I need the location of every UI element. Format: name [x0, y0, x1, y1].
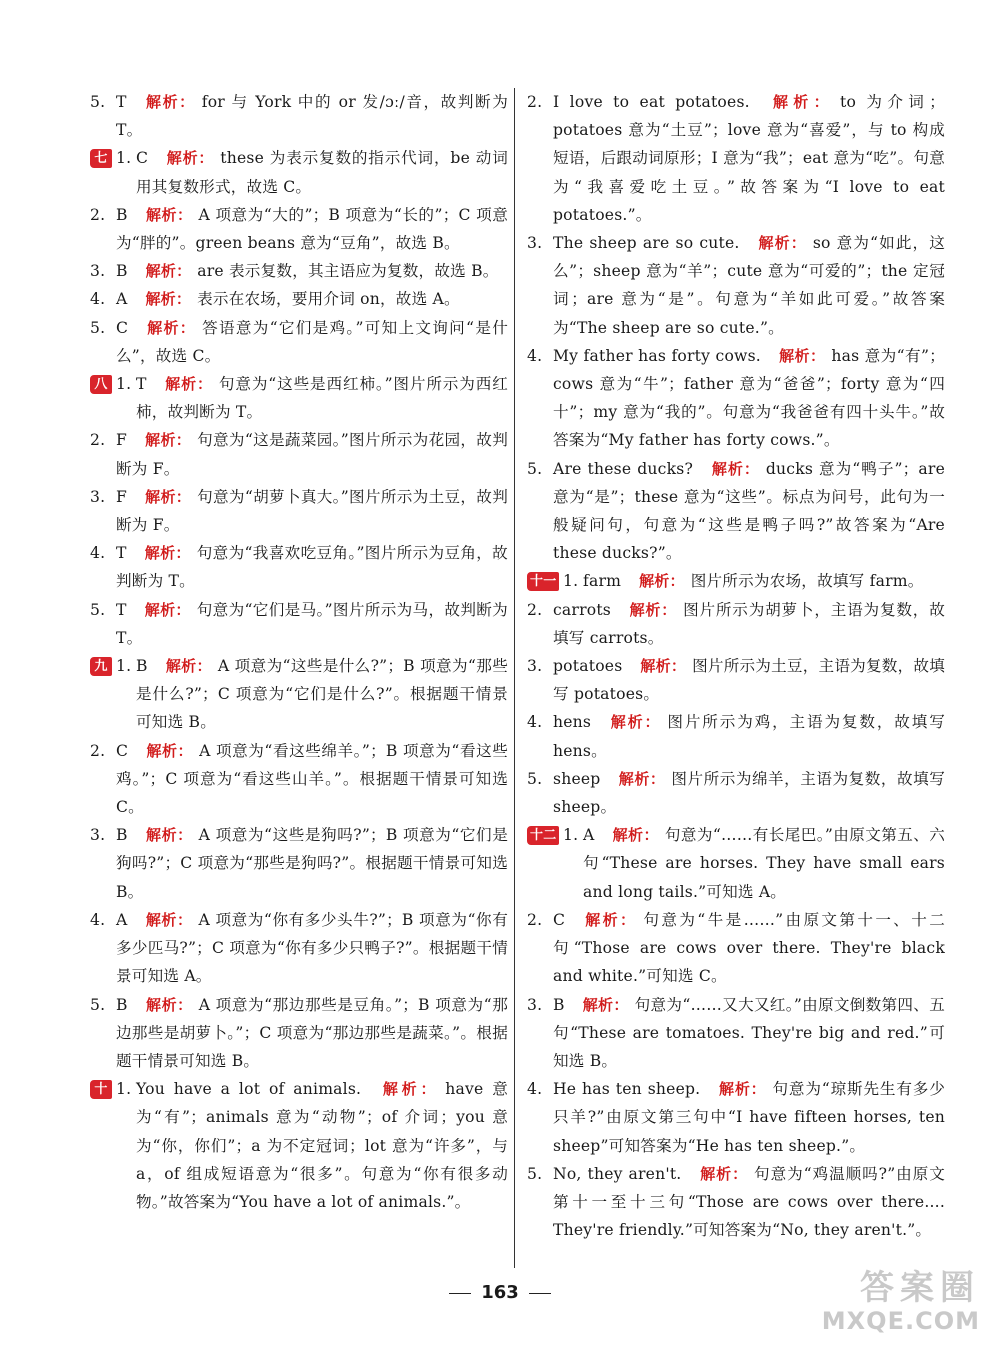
analysis-label: 解析： [582, 995, 629, 1014]
analysis-text: 句意为“……又大又红。”由原文倒数第四、五句“These are tomatoes. They're big and red.”可知选 B。 [553, 995, 945, 1070]
item-number: 2. [527, 93, 543, 111]
item-number: 2. [90, 741, 106, 760]
item-number: 4. [527, 1080, 543, 1099]
answer-item [527, 1075, 945, 1160]
analysis-text: A 项意为“大的”；B 项意为“长的”；C 项意为“胖的”。green beans 意为“豆角”，故选 B。 [116, 205, 508, 253]
item-number: 3. [90, 487, 106, 506]
answer-item [90, 370, 508, 426]
item-number: 5. [527, 1164, 543, 1183]
analysis-label: 解析： [145, 205, 193, 224]
answer-item [90, 821, 508, 906]
item-number: 5. [90, 318, 106, 337]
answer-text: C [553, 910, 566, 929]
analysis-text: 表示在农场，要用介词 on，故选 A。 [197, 290, 460, 309]
analysis-label: 解析： [145, 290, 192, 309]
analysis-text: A 项意为“那边那些是豆角。”；B 项意为“那边那些是胡萝卜。”；C 项意为“那边那些是蔬菜。”。根据题干情景可知选 B。 [116, 995, 508, 1070]
answer-text: B [116, 995, 128, 1014]
answer-text: sheep [553, 769, 601, 788]
answer-item [90, 991, 508, 1076]
answer-text: T [116, 600, 127, 619]
analysis-label: 解析： [711, 459, 760, 478]
analysis-label: 解析： [609, 713, 662, 732]
answer-text: hens [553, 713, 592, 732]
answer-item [90, 88, 508, 144]
answer-item [90, 314, 508, 370]
answer-text: Are these ducks? [553, 459, 694, 478]
analysis-label: 解析： [144, 600, 191, 619]
section-badge: 十 [90, 1080, 112, 1099]
analysis-text: A 项意为“这些是狗吗?”；B 项意为“它们是狗吗?”；C 项意为“那些是狗吗?”。根据题干情景可知选 B。 [116, 826, 508, 901]
analysis-label: 解析： [757, 234, 807, 253]
answer-item [527, 1160, 945, 1245]
answer-text: T [136, 375, 147, 394]
answer-item [90, 596, 508, 652]
analysis-text: 图片所示为胡萝卜，主语为复数，故填写 carrots。 [553, 600, 945, 647]
analysis-label: 解析： [146, 318, 197, 337]
answer-item [527, 455, 945, 568]
analysis-label: 解析： [612, 826, 659, 845]
answer-text: B [553, 995, 565, 1014]
watermark-logo-text: 答案圈 [860, 1268, 980, 1308]
answer-text: B [116, 826, 128, 845]
answer-item [90, 483, 508, 539]
analysis-text: are 表示复数，其主语应为复数，故选 B。 [197, 262, 499, 281]
answer-item [90, 144, 508, 200]
item-number: 3. [527, 657, 543, 676]
analysis-text: 句意为“这些是西红柿。”图片所示为西红柿，故判断为 T。 [136, 375, 508, 422]
answer-text: carrots [553, 600, 611, 619]
answer-item [527, 88, 945, 229]
analysis-text: A 项意为“你有多少头牛?”；B 项意为“你有多少匹马?”；C 项意为“你有多少只鸭子?”。根据题干情景可知选 A。 [116, 910, 508, 986]
answer-item [90, 737, 508, 822]
analysis-text: 句意为“我喜欢吃豆角。”图片所示为豆角，故判断为 T。 [116, 544, 508, 591]
section-badge: 九 [90, 657, 112, 676]
answer-text: He has ten sheep. [553, 1080, 701, 1099]
analysis-label: 解析： [583, 910, 638, 929]
answer-text: F [116, 487, 128, 506]
analysis-label: 解析： [145, 262, 192, 281]
answer-item [90, 285, 508, 313]
item-number: 3. [527, 234, 543, 253]
analysis-text: A 项意为“这些是什么?”；B 项意为“那些是什么?”；C 项意为“它们是什么?”。根据题干情景可知选 B。 [136, 657, 509, 732]
answer-text: A [583, 826, 595, 845]
analysis-text: 图片所示为鸡，主语为复数，故填写 hens。 [553, 713, 945, 760]
answer-text: C [136, 149, 149, 168]
analysis-text: 句意为“胡萝卜真大。”图片所示为土豆，故判断为 F。 [116, 487, 508, 535]
right-column [527, 88, 945, 1244]
analysis-label: 解析： [145, 487, 192, 506]
analysis-text: 句意为“这是蔬菜园。”图片所示为花园，故判断为 F。 [116, 431, 508, 478]
item-number: 1. [116, 149, 132, 168]
analysis-text: so 意为“如此，这么”；sheep 意为“羊”；cute 意为“可爱的”；the 定冠词；are 意为“是”。句意为“羊如此可爱。”故答案为“The sheep are so cute.”。 [553, 234, 946, 337]
section-badge: 十一 [527, 572, 559, 591]
answer-text: B [136, 657, 148, 676]
answer-item [527, 906, 945, 991]
item-number: 4. [527, 346, 543, 365]
item-number: 5. [90, 995, 106, 1014]
answer-text: potatoes [553, 657, 623, 676]
analysis-text: these 为表示复数的指示代词，be 动词用其复数形式，故选 C。 [136, 149, 508, 196]
analysis-text: A 项意为“看这些绵羊。”；B 项意为“看这些鸡。”；C 项意为“看这些山羊。”。根据题干情景可知选 C。 [116, 741, 508, 817]
answer-item [90, 539, 508, 595]
answer-item [527, 652, 945, 708]
analysis-label: 解析： [778, 346, 826, 365]
answer-text: F [116, 431, 128, 450]
column-divider [514, 88, 515, 1268]
answer-text: C [116, 741, 129, 760]
analysis-label: 解析： [145, 910, 193, 929]
page-number-text: 163 [481, 1282, 519, 1303]
analysis-text: 句意为“鸡温顺吗?”由原文第十一至十三句“Those are cows over there.... They're friendly.”可知答案为“No, they aren't.”。 [553, 1164, 946, 1240]
answer-item [527, 342, 945, 455]
answer-text: B [116, 205, 128, 224]
analysis-label: 解析： [145, 995, 193, 1014]
answer-text: A [116, 290, 128, 309]
analysis-text: 句意为“它们是马。”图片所示为马，故判断为 T。 [116, 600, 508, 647]
answer-item [527, 229, 945, 342]
answer-text: My father has forty cows. [553, 346, 761, 365]
item-number: 2. [527, 600, 543, 619]
answer-item [527, 991, 945, 1076]
analysis-text: 图片所示为土豆，主语为复数，故填写 potatoes。 [553, 657, 945, 704]
item-number: 3. [90, 826, 106, 845]
answer-text: farm [583, 572, 622, 591]
analysis-text: 图片所示为绵羊，主语为复数，故填写 sheep。 [553, 769, 945, 817]
item-number: 5. [90, 600, 106, 619]
item-number: 1. [116, 1080, 132, 1099]
answer-item [90, 652, 508, 737]
analysis-label: 解析： [144, 93, 196, 111]
item-number: 4. [90, 910, 106, 929]
analysis-text: have 意为“有”；animals 意为“动物”；of 介词；you 意为“你，你们”；a 为不定冠词；lot 意为“许多”，与 a，of 组成短语意为“很多”。句意为“你有很多动物。”故答案为“You have a lot of animals.”。 [136, 1080, 508, 1211]
analysis-label: 解析： [379, 1080, 440, 1099]
answer-item [90, 426, 508, 482]
analysis-text: ducks 意为“鸭子”；are 意为“是”；these 意为“这些”。标点为问号，此句为一般疑问句，句意为“这些是鸭子吗?”故答案为“Are these ducks?”。 [553, 459, 945, 563]
answer-item [527, 567, 945, 595]
item-number: 1. [563, 572, 579, 591]
item-number: 1. [116, 375, 132, 394]
item-number: 5. [527, 459, 543, 478]
left-column [90, 88, 508, 1216]
item-number: 2. [90, 205, 106, 224]
item-number: 4. [527, 713, 543, 732]
answer-item [90, 201, 508, 257]
item-number: 2. [527, 910, 543, 929]
analysis-label: 解析： [165, 657, 212, 676]
answer-text: T [116, 544, 127, 563]
analysis-label: 解析： [767, 93, 835, 111]
watermark-url: MXQE.COM [821, 1307, 980, 1335]
answer-text: B [116, 262, 128, 281]
analysis-text: 句意为“琼斯先生有多少只羊?”由原文第三句中“I have fifteen horses, ten sheep”可知答案为“He has ten sheep.”。 [553, 1080, 945, 1155]
answer-item [527, 821, 945, 906]
analysis-text: 答语意为“它们是鸡。”可知上文询问“是什么”，故选 C。 [116, 318, 508, 365]
item-number: 4. [90, 290, 106, 309]
answer-item [527, 596, 945, 652]
analysis-label: 解析： [618, 769, 666, 788]
item-number: 5. [527, 769, 543, 788]
item-number: 5. [90, 93, 106, 111]
analysis-label: 解析： [144, 544, 191, 563]
answer-item [90, 1075, 508, 1216]
answer-text: C [116, 318, 129, 337]
page-dash-right [529, 1293, 551, 1294]
answer-text: T [116, 93, 127, 111]
analysis-text: 句意为“牛是……”由原文第十一、十二句“Those are cows over there. They're black and white.”可知选 C。 [553, 910, 945, 986]
analysis-text: to 为介词；potatoes 意为“土豆”；love 意为“喜爱”，与 to 构成短语，后跟动词原形；I 意为“我”；eat 意为“吃”。句意为“我喜爱吃土豆。”故答案为“I love to eat potatoes.”。 [553, 93, 945, 224]
analysis-label: 解析： [145, 826, 193, 845]
analysis-label: 解析： [639, 572, 685, 591]
analysis-text: 句意为“……有长尾巴。”由原文第五、六句“These are horses. They have small ears and long tails.”可知选 A。 [583, 826, 945, 901]
analysis-text: for 与 York 中的 or 发/ɔː/音，故判断为 T。 [116, 93, 508, 140]
answer-item [527, 708, 945, 764]
item-number: 2. [90, 431, 106, 450]
analysis-label: 解析： [718, 1080, 767, 1099]
analysis-label: 解析： [146, 741, 194, 760]
analysis-label: 解析： [640, 657, 687, 676]
answer-text: The sheep are so cute. [553, 234, 740, 253]
analysis-label: 解析： [166, 149, 215, 168]
answer-text: No, they aren't. [553, 1164, 682, 1183]
answer-text: A [116, 910, 128, 929]
answer-item [527, 765, 945, 821]
analysis-text: 图片所示为农场，故填写 farm。 [690, 572, 924, 591]
item-number: 3. [90, 262, 106, 281]
item-number: 4. [90, 544, 106, 563]
item-number: 1. [116, 657, 132, 676]
analysis-label: 解析： [164, 375, 213, 394]
analysis-label: 解析： [145, 431, 192, 450]
section-badge: 十二 [527, 826, 559, 845]
section-badge: 八 [90, 375, 112, 394]
item-number: 3. [527, 995, 543, 1014]
answer-text: I love to eat potatoes. [553, 93, 750, 111]
analysis-label: 解析： [629, 600, 678, 619]
answer-text: You have a lot of animals. [136, 1080, 362, 1099]
page-dash-left [449, 1293, 471, 1294]
section-badge: 七 [90, 149, 112, 168]
answer-item [90, 906, 508, 991]
answer-item [90, 257, 508, 285]
item-number: 1. [563, 826, 579, 845]
analysis-label: 解析： [699, 1164, 749, 1183]
watermark [780, 1269, 980, 1339]
analysis-text: has 意为“有”；cows 意为“牛”；father 意为“爸爸”；forty 意为“四十”；my 意为“我的”。句意为“我爸爸有四十头牛。”故答案为“My father has forty cows.”。 [553, 346, 945, 450]
